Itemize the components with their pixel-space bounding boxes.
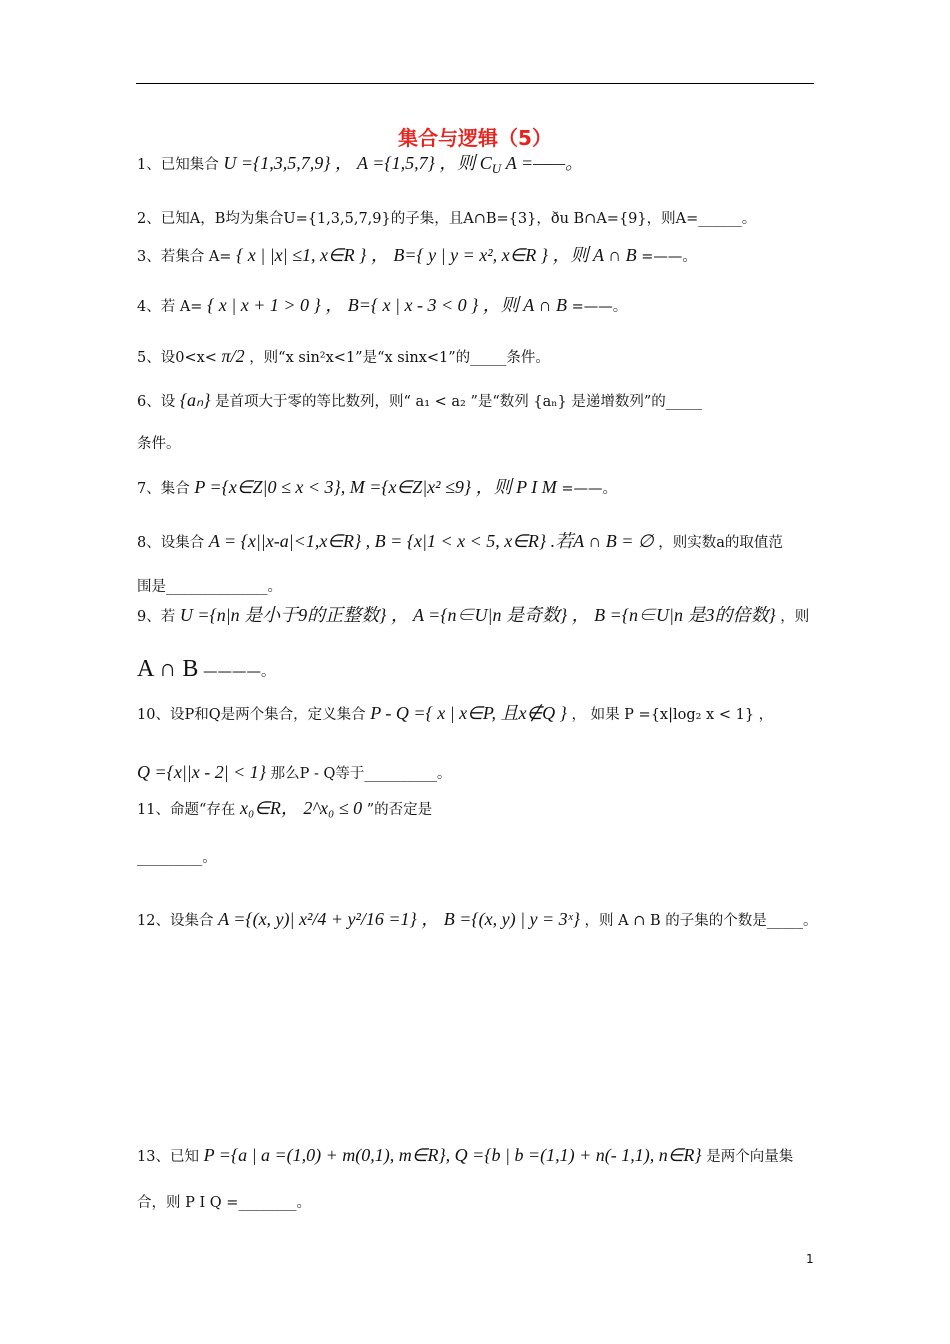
page-number: 1 bbox=[806, 1252, 814, 1266]
question-8: 8、设集合 A = {x||x-a|<1,x∈R} , B = {x|1 < x < 5, x∈R} .若A ∩ B = ∅ ，则实数a的取值范 bbox=[137, 531, 783, 551]
question-9: 9、若 U ={n|n 是小于9的正整数} ， A ={n∈U|n 是奇数} ， B ={n∈U|n 是3的倍数} ，则 bbox=[137, 605, 810, 625]
question-10: 10、设P和Q是两个集合，定义集合 P - Q ={ x | x∈P, 且x∉Q } ， 如果 P ={x|log₂ x < 1} ， bbox=[137, 703, 774, 723]
question-8-cont: 围是______________。 bbox=[137, 579, 282, 595]
question-11-cont: _________。 bbox=[137, 850, 217, 866]
question-9-cont: A ∩ B ————。 bbox=[137, 656, 276, 682]
question-1: 1、已知集合 U ={1,3,5,7,9} ， A ={1,5,7} ，则 $C_U$ A =——。 bbox=[137, 153, 584, 176]
question-4: 4、若 A= { x | x + 1 > 0 } ， B={ x | x - 3 < 0 } ，则 A ∩ B =——。 bbox=[137, 295, 628, 315]
header-rule bbox=[136, 83, 814, 84]
question-2: 2、已知A，B均为集合U={1,3,5,7,9}的子集，且A∩B={3}，ðu B∩A={9}，则A=______。 bbox=[137, 211, 757, 227]
question-12: 12、设集合 A ={(x, y)| x²/4 + y²/16 =1} ， B ={(x, y) | y = 3ˣ} ，则 A ∩ B 的子集的个数是_____。 bbox=[137, 909, 818, 929]
question-7: 7、集合 P ={x∈Z|0 ≤ x < 3}, M ={x∈Z|x² ≤9} ，则 P I M =——。 bbox=[137, 477, 618, 497]
question-3: 3、若集合 A= { x | |x| ≤1, x∈R } ， B={ y | y = x², x∈R } ，则 A ∩ B =——。 bbox=[137, 245, 697, 265]
question-13: 13、已知 P ={a | a =(1,0) + m(0,1), m∈R}, Q ={b | b =(1,1) + n(- 1,1), n∈R} 是两个向量集 bbox=[137, 1145, 794, 1165]
question-10-cont: Q ={x||x - 2| < 1} 那么P - Q等于__________。 bbox=[137, 762, 452, 782]
question-13-cont: 合，则 P I Q =________。 bbox=[137, 1195, 311, 1211]
page-title: 集合与逻辑（5） bbox=[398, 126, 552, 150]
question-5: 5、设0<x< π/2 ，则“x sin²x<1”是“x sinx<1”的_____条件。 bbox=[137, 346, 550, 366]
question-6-cont: 条件。 bbox=[137, 436, 181, 452]
question-6: 6、设 {aₙ} 是首项大于零的等比数列，则“ a₁ < a₂ ”是“数列 {aₙ} 是递增数列”的_____ bbox=[137, 390, 703, 410]
question-11: 11、命题“存在 x₀∈R， 2^x₀ ≤ 0 ”的否定是 bbox=[137, 798, 433, 818]
